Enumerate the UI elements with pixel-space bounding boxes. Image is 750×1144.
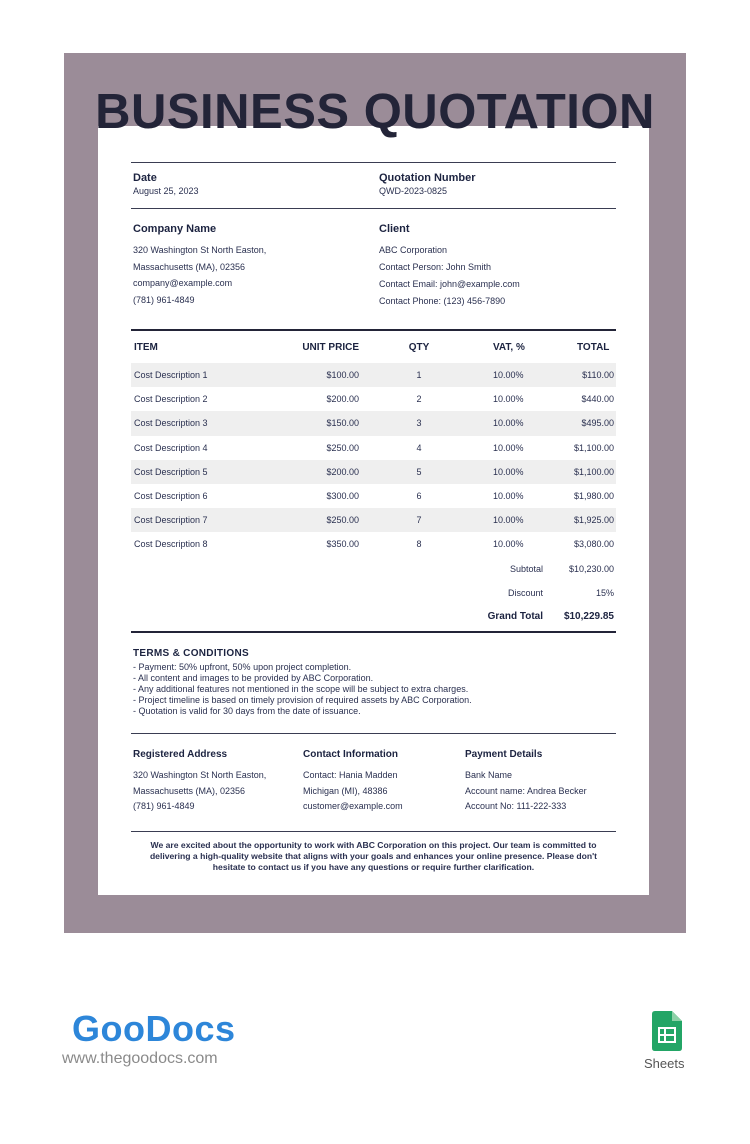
contact-information-line: customer@example.com [303,801,403,812]
discount-row [131,581,616,605]
qty-cell: 1 [359,363,479,387]
column-header-unit-price: UNIT PRICE [302,341,359,353]
closing-line: We are excited about the opportunity to work with ABC Corporation on this project. Our team is committed to [150,840,597,851]
unit-price-cell: $200.00 [326,394,359,405]
vat-cell: 10.00% [493,539,524,550]
date-value: August 25, 2023 [133,186,199,196]
quotation-number-value: QWD-2023-0825 [379,186,448,196]
closing-line: hesitate to contact us if you have any questions or require further clarification. [212,862,535,873]
contact-information-line: Contact: Hania Madden [303,770,398,781]
unit-price-cell: $350.00 [326,539,359,550]
payment-details-label: Payment Details [465,749,543,761]
company-details [133,242,379,308]
parties-section [131,209,616,329]
grand-total-value: $10,229.85 [563,611,614,623]
discount-value: 15% [595,587,614,598]
total-cell: $1,100.00 [573,442,614,453]
table-row [131,387,616,411]
grand-total-label: Grand Total [487,611,543,623]
registered-address-line: (781) 961-4849 [133,801,195,812]
vat-cell: 10.00% [479,460,553,484]
total-cell: $1,100.00 [553,460,616,484]
item-cell: Cost Description 2 [134,394,208,405]
client-label: Client [379,223,410,235]
subtotal-value: $10,230.00 [568,563,614,574]
terms-line: - Payment: 50% upfront, 50% upon project completion. [133,662,352,673]
items-table [131,331,616,629]
company-line: (781) 961-4849 [133,294,195,305]
table-row [131,363,616,387]
payment-details-line: Account No: 111-222-333 [465,801,567,812]
registered-address [133,749,303,831]
client-details [379,242,520,310]
client-line: ABC Corporation [379,245,448,255]
total-cell: $495.00 [553,411,616,435]
registered-address-line: Massachusetts (MA), 02356 [133,785,246,796]
unit-price-cell: $250.00 [326,442,359,453]
item-cell: Cost Description 6 [134,491,208,502]
qty-cell: 5 [359,460,479,484]
client-line: Contact Person: John Smith [379,262,492,272]
unit-price-cell: $300.00 [326,491,359,502]
terms-line: - Project timeline is based on timely provision of required assets by ABC Corporation. [133,695,472,706]
payment-details-line: Account name: Andrea Becker [465,785,587,796]
contact-information [303,749,465,831]
qty-cell: 8 [416,539,422,550]
qty-cell: 7 [359,508,479,532]
company-line: 320 Washington St North Easton, [133,245,267,255]
vat-cell: 10.00% [479,411,553,435]
column-header-total: TOTAL [577,341,610,353]
vat-cell: 10.00% [493,394,524,405]
column-header-qty: QTY [408,341,430,353]
unit-price-cell: $250.00 [284,508,359,532]
table-row [131,508,616,532]
item-cell: Cost Description 8 [134,539,208,550]
registered-address-line: 320 Washington St North Easton, [133,770,267,781]
total-cell: $1,925.00 [553,508,616,532]
document-content [131,126,616,873]
terms-title: TERMS & CONDITIONS [133,648,249,660]
table-row [131,411,616,435]
qty-cell: 4 [416,442,422,453]
total-cell: $3,080.00 [573,539,614,550]
vat-cell: 10.00% [493,491,524,502]
company-line: Massachusetts (MA), 02356 [133,261,246,272]
payment-details-line: Bank Name [465,770,513,781]
terms-line: - Any additional features not mentioned in the scope will be subject to extra charges. [133,684,469,695]
total-cell: $1,980.00 [573,491,614,502]
column-header-vat: VAT, % [493,341,525,353]
qty-cell: 3 [359,411,479,435]
unit-price-cell: $100.00 [284,363,359,387]
vat-cell: 10.00% [479,363,553,387]
table-row [131,460,616,484]
meta-section [131,163,616,208]
qty-cell: 6 [416,491,422,502]
item-cell: Cost Description 4 [134,442,208,453]
total-cell: $440.00 [581,394,614,405]
client-line: Contact Phone: (123) 456-7890 [379,296,506,306]
table-row [131,532,616,556]
vat-cell: 10.00% [479,508,553,532]
terms-line: - Quotation is valid for 30 days from the date of issuance. [133,706,361,717]
footer-info [131,734,616,831]
table-header-row [131,331,616,363]
unit-price-cell: $200.00 [284,460,359,484]
subtotal-label: Subtotal [509,563,543,574]
terms-section [131,633,616,733]
item-cell: Cost Description 3 [131,411,284,435]
sheets-label: Sheets [644,1056,685,1071]
subtotal-row [131,557,616,581]
document-title: BUSINESS QUOTATION [95,85,655,139]
terms-line: - All content and images to be provided by ABC Corporation. [133,673,374,684]
discount-label: Discount [507,587,543,598]
payment-details [465,749,587,831]
date-label: Date [133,172,157,184]
registered-address-label: Registered Address [133,749,228,761]
client-line: Contact Email: john@example.com [379,279,520,289]
closing-message [131,832,616,873]
table-row [131,436,616,460]
website-url[interactable]: www.thegoodocs.com [62,1050,218,1067]
google-sheets-icon[interactable] [652,1011,682,1051]
goodocs-logo[interactable]: GooDocs [72,1008,236,1049]
table-row [131,484,616,508]
company-name-label: Company Name [133,223,217,235]
column-header-item: ITEM [134,341,158,353]
item-cell: Cost Description 7 [131,508,284,532]
closing-line: delivering a high-quality website that aligns with your goals and enhances your online presence. Please don't [149,851,598,862]
unit-price-cell: $150.00 [284,411,359,435]
contact-information-label: Contact Information [303,749,398,761]
item-cell: Cost Description 1 [131,363,284,387]
vat-cell: 10.00% [493,442,524,453]
contact-information-line: Michigan (MI), 48386 [303,785,388,796]
quotation-number-label: Quotation Number [379,172,476,184]
total-cell: $110.00 [553,363,616,387]
item-cell: Cost Description 5 [131,460,284,484]
qty-cell: 2 [416,394,422,405]
company-line: company@example.com [133,278,233,288]
grand-total-row [131,605,616,629]
